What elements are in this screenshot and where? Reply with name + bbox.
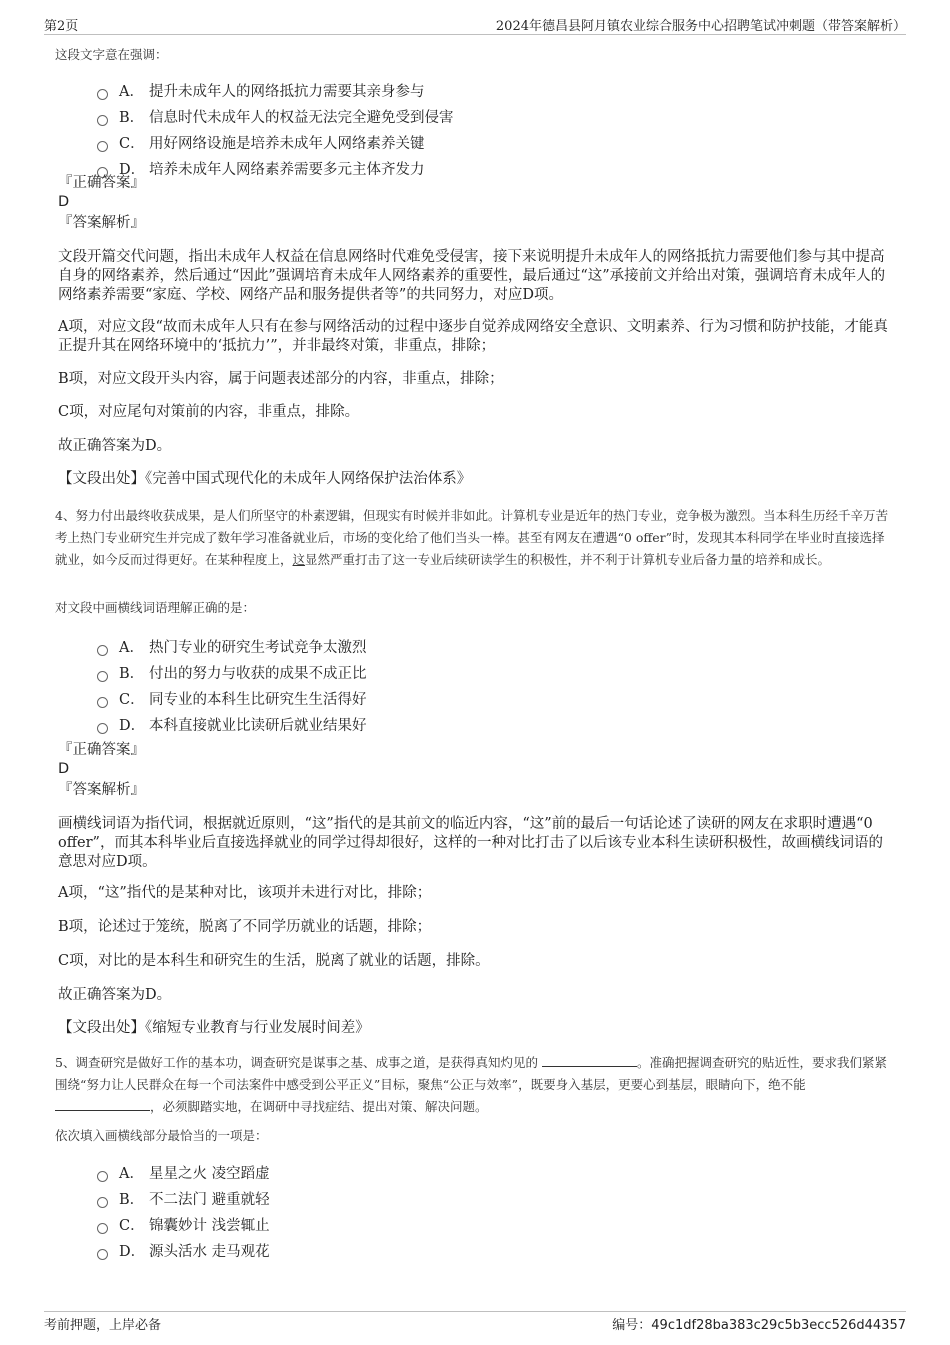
q3-analysis-paragraph: 文段开篇交代问题，指出未成年人权益在信息网络时代难免受侵害，接下来说明提升未成年人的网络抵抗力需要他们参与其中提高自身的网络素养，然后通过“因此”强调培育未成年人网络素养的重要性，最后通过“这”承接前文并给出对策，强调培育未成年人的网络素养需要“家庭、学校、网络产品和服务提供者等”的共同努力，对应D项。 xyxy=(58,249,886,303)
q3-analysis-paragraph: C项，对应尾句对策前的内容，非重点，排除。 xyxy=(58,404,360,420)
q5-blank-2 xyxy=(55,1098,150,1111)
footer-slogan: 考前押题，上岸必备 xyxy=(44,1318,162,1333)
q5-option-d[interactable]: D． 源头活水 走马观花 xyxy=(97,1240,270,1261)
q5-blank-1 xyxy=(542,1054,637,1067)
radio-icon[interactable] xyxy=(97,1223,108,1234)
radio-icon[interactable] xyxy=(97,645,108,656)
q4-stem: 对文段中画横线词语理解正确的是： xyxy=(55,600,256,615)
radio-icon[interactable] xyxy=(97,1171,108,1182)
radio-icon[interactable] xyxy=(97,1249,108,1260)
radio-icon[interactable] xyxy=(97,1197,108,1208)
radio-icon[interactable] xyxy=(97,723,108,734)
q5-option-b[interactable]: B． 不二法门 避重就轻 xyxy=(97,1188,270,1209)
q3-answer-label: 『正确答案』 xyxy=(58,175,145,191)
header-divider xyxy=(44,34,906,35)
q3-analysis-paragraph: B项，对应文段开头内容，属于问题表述部分的内容，非重点，排除； xyxy=(58,371,504,387)
q4-option-a[interactable]: A． 热门专业的研究生考试竞争太激烈 xyxy=(97,636,367,657)
q4-passage: 4、努力付出最终收获成果，是人们所坚守的朴素逻辑，但现实有时候并非如此。计算机专业是近年的热门专业，竞争极为激烈。当本科生历经千辛万苦考上热门专业研究生并完成了数年学习准备就业后，市场的变化给了他们当头一棒。甚至有网友在遭遇“0 offer”时，发现其本科同学在毕业时直接选择就业，如今反而过得更好。在某种程度上，这显然严重打击了这一专业后续研读学生的积极性，并不利于计算机专业后备力量的培养和成长。 xyxy=(55,508,888,567)
q4-option-c[interactable]: C． 同专业的本科生比研究生生活得好 xyxy=(97,688,367,709)
q4-analysis-paragraph: B项，论述过于笼统，脱离了不同学历就业的话题，排除； xyxy=(58,919,432,935)
radio-icon[interactable] xyxy=(97,115,108,126)
q4-underlined-word: 这 xyxy=(292,552,306,567)
q4-analysis-label: 『答案解析』 xyxy=(58,782,145,798)
q3-option-a[interactable]: A． 提升未成年人的网络抵抗力需要其亲身参与 xyxy=(97,80,425,101)
q4-analysis-paragraph: 画横线词语为指代词，根据就近原则，“这”指代的是其前文的临近内容，“这”前的最后一句话论述了读研的网友在求职时遭遇“0 offer”，而其本科毕业后直接选择就业的同学过得却很好，这样的一种对比打击了以后该专业本科生读研积极性，故画横线词语的意思对应D项。 xyxy=(58,816,883,870)
radio-icon[interactable] xyxy=(97,697,108,708)
q4-source: 【文段出处】《缩短专业教育与行业发展时间差》 xyxy=(58,1020,370,1036)
page-number: 第2页 xyxy=(44,19,79,34)
q5-stem: 依次填入画横线部分最恰当的一项是： xyxy=(55,1128,268,1143)
q4-analysis-paragraph: C项，对比的是本科生和研究生的生活，脱离了就业的话题，排除。 xyxy=(58,953,490,969)
document-title: 2024年德昌县阿月镇农业综合服务中心招聘笔试冲刺题（带答案解析） xyxy=(495,19,906,34)
footer-code: 编号：49c1df28ba383c29c5b3ecc526d44357 xyxy=(612,1318,906,1333)
q4-option-d[interactable]: D． 本科直接就业比读研后就业结果好 xyxy=(97,714,367,735)
q3-analysis-paragraph: A项，对应文段“故而未成年人只有在参与网络活动的过程中逐步自觉养成网络安全意识、文明素养、行为习惯和防护技能，才能真正提升其在网络环境中的‘抵抗力’”，并非最终对策，非重点，排除； xyxy=(58,319,888,354)
q3-option-d[interactable]: D． 培养未成年人网络素养需要多元主体齐发力 xyxy=(97,158,425,179)
q5-option-a[interactable]: A． 星星之火 凌空蹈虚 xyxy=(97,1162,270,1183)
q3-source: 【文段出处】《完善中国式现代化的未成年人网络保护法治体系》 xyxy=(58,471,472,487)
q3-analysis-label: 『答案解析』 xyxy=(58,215,145,231)
q3-stem: 这段文字意在强调： xyxy=(55,47,168,62)
q3-answer: D xyxy=(58,194,70,210)
q5-option-c[interactable]: C． 锦囊妙计 浅尝辄止 xyxy=(97,1214,270,1235)
q4-analysis-paragraph: A项，“这”指代的是某种对比，该项并未进行对比，排除； xyxy=(58,885,432,901)
q4-option-b[interactable]: B． 付出的努力与收获的成果不成正比 xyxy=(97,662,367,683)
q3-option-b[interactable]: B． 信息时代未成年人的权益无法完全避免受到侵害 xyxy=(97,106,454,127)
q3-analysis-paragraph: 故正确答案为D。 xyxy=(58,438,172,454)
q4-answer: D xyxy=(58,761,70,777)
q4-analysis-paragraph: 故正确答案为D。 xyxy=(58,987,172,1003)
q4-answer-label: 『正确答案』 xyxy=(58,742,145,758)
radio-icon[interactable] xyxy=(97,141,108,152)
radio-icon[interactable] xyxy=(97,89,108,100)
footer-divider xyxy=(44,1311,906,1312)
q3-option-c[interactable]: C． 用好网络设施是培养未成年人网络素养关键 xyxy=(97,132,425,153)
q5-passage: 5、调查研究是做好工作的基本功，调查研究是谋事之基、成事之道，是获得真知灼见的 。准确把握调查研究的贴近性，要求我们紧紧围绕“努力让人民群众在每一个司法案件中感受到公平正义”目标，聚焦“公正与效率”，既要身入基层，更要心到基层，眼睛向下，绝不能 ，必须脚踏实地，在调研中寻找症结、提出对策、解决问题。 xyxy=(55,1055,887,1114)
radio-icon[interactable] xyxy=(97,671,108,682)
